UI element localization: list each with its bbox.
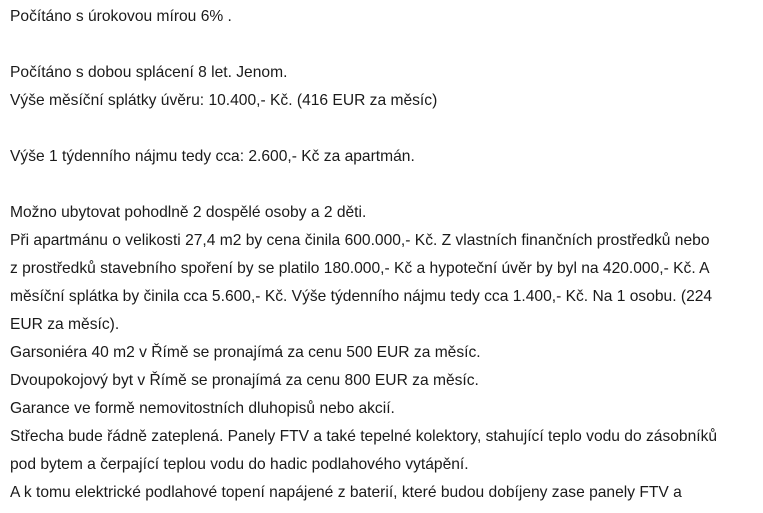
- text-line: Při apartmánu o velikosti 27,4 m2 by cena činila 600.000,- Kč. Z vlastních finančních prostředků nebo: [10, 232, 710, 249]
- text-line: pod bytem a čerpající teplou vodu do hadic podlahového vytápění.: [10, 456, 469, 473]
- blank-line: [10, 115, 757, 143]
- blank-line: [10, 31, 757, 59]
- text-line: z prostředků stavebního spoření by se platilo 180.000,- Kč a hypoteční úvěr by byl na 420.000,- Kč. A: [10, 260, 710, 277]
- text-line: EUR za měsíc).: [10, 316, 120, 333]
- text-line: Počítáno s úrokovou mírou 6% .: [10, 8, 232, 25]
- text-line: Možno ubytovat pohodlně 2 dospělé osoby a 2 děti.: [10, 204, 367, 221]
- blank-line: [10, 171, 757, 199]
- document-body: [10, 3, 757, 507]
- text-line: Počítáno s dobou splácení 8 let. Jenom.: [10, 64, 288, 81]
- text-line: Výše 1 týdenního nájmu tedy cca: 2.600,- Kč za apartmán.: [10, 148, 415, 165]
- text-line: měsíční splátka by činila cca 5.600,- Kč. Výše týdenního nájmu tedy cca 1.400,- Kč. Na 1 osobu. (224: [10, 288, 713, 305]
- text-line: Dvoupokojový byt v Římě se pronajímá za cenu 800 EUR za měsíc.: [10, 372, 479, 389]
- text-line: A k tomu elektrické podlahové topení napájené z baterií, které budou dobíjeny zase panely FTV a: [10, 484, 682, 501]
- text-line: Výše měsíční splátky úvěru: 10.400,- Kč. (416 EUR za měsíc): [10, 92, 438, 109]
- text-line: Garsoniéra 40 m2 v Římě se pronajímá za cenu 500 EUR za měsíc.: [10, 344, 481, 361]
- text-line: Garance ve formě nemovitostních dluhopisů nebo akcií.: [10, 400, 395, 417]
- text-line: Střecha bude řádně zateplená. Panely FTV a také tepelné kolektory, stahující teplo vodu do zásobníků: [10, 428, 718, 445]
